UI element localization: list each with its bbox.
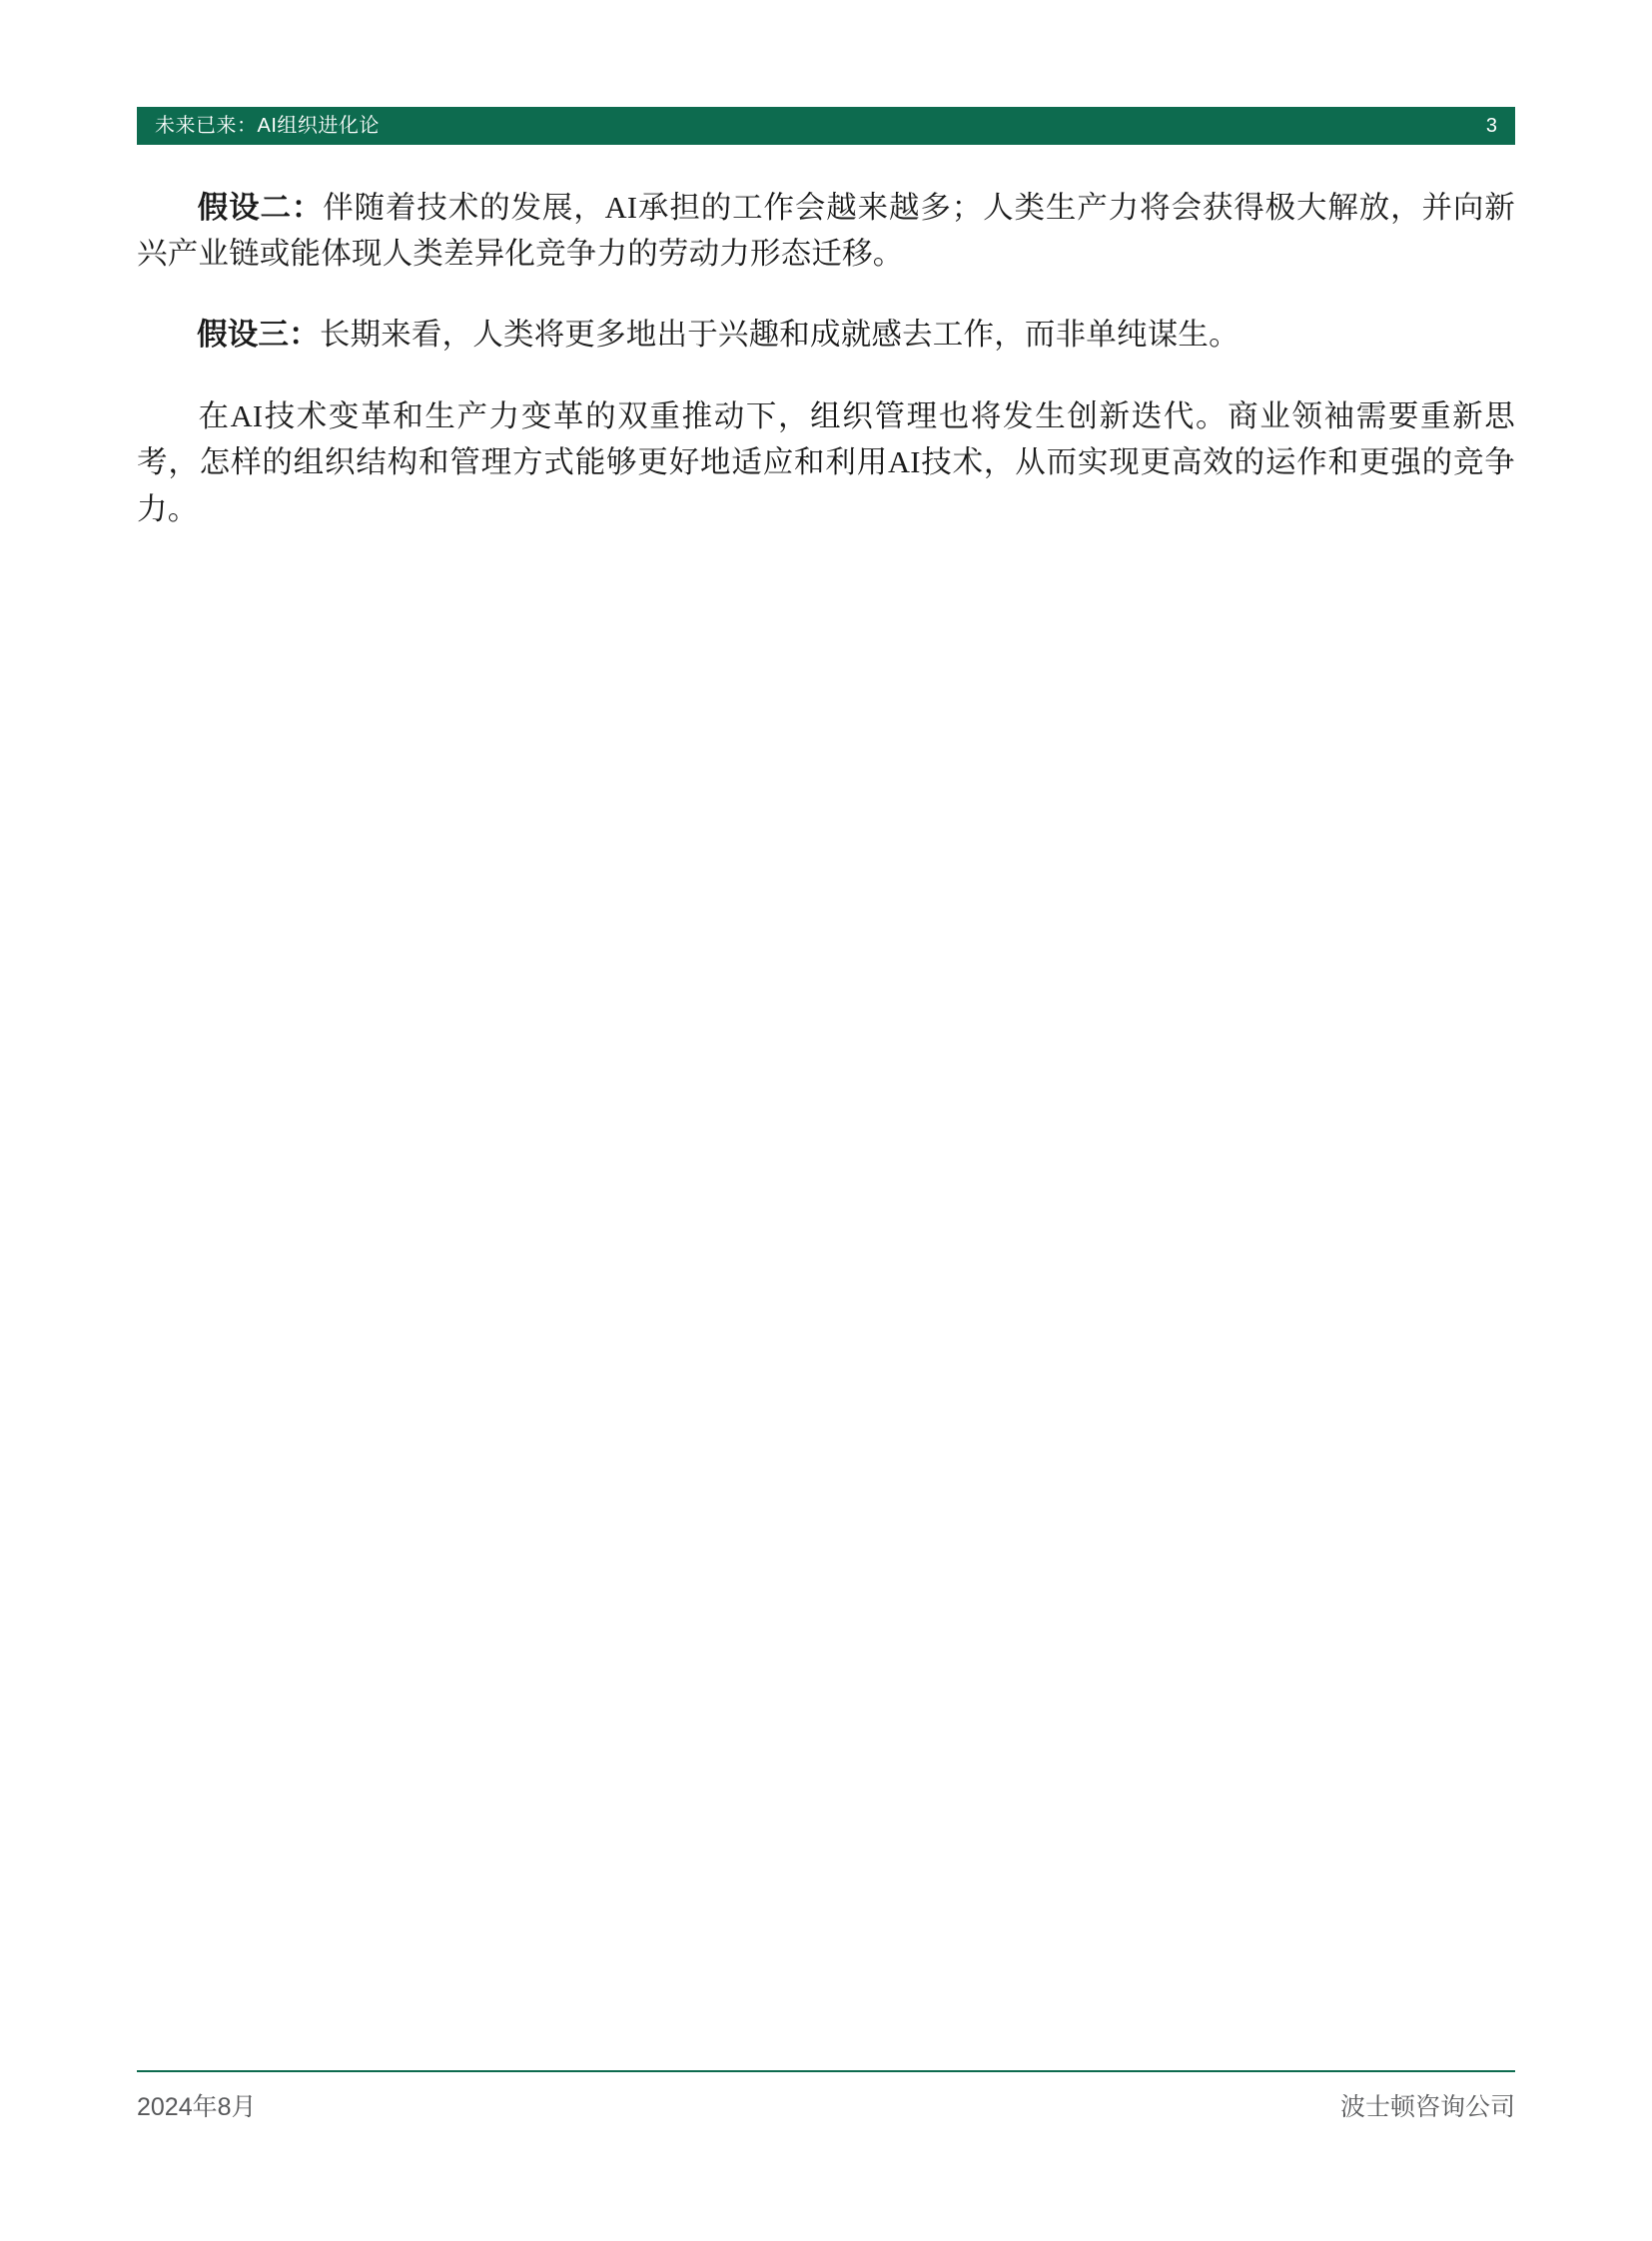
- paragraph-lead-label: 假设二：: [197, 191, 324, 225]
- header-title: 未来已来：AI组织进化论: [155, 115, 380, 137]
- footer-divider: [137, 2070, 1515, 2072]
- paragraph-assumption-two: [137, 185, 1515, 278]
- paragraph-lead-label: 假设三：: [197, 317, 320, 352]
- footer-date: 2024年8月: [137, 2093, 257, 2121]
- paragraph-text: 长期来看，人类将更多地出于兴趣和成就感去工作，而非单纯谋生。: [319, 317, 1239, 352]
- paragraph-text: 在AI技术变革和生产力变革的双重推动下，组织管理也将发生创新迭代。商业领袖需要重新思考，怎样的组织结构和管理方式能够更好地适应和利用AI技术，从而实现更高效的运作和更强的竞争力。: [137, 399, 1515, 526]
- page-body: [137, 185, 1515, 562]
- paragraph-text: 伴随着技术的发展，AI承担的工作会越来越多；人类生产力将会获得极大解放，并向新兴产业链或能体现人类差异化竞争力的劳动力形态迁移。: [137, 191, 1515, 272]
- paragraph-closing: [137, 393, 1515, 532]
- footer-publisher: 波士顿咨询公司: [1339, 2093, 1515, 2121]
- paragraph-assumption-three: [137, 312, 1515, 358]
- header-page-number: 3: [1485, 115, 1497, 137]
- page-header-band: [137, 107, 1515, 145]
- page-footer: [137, 2087, 1515, 2123]
